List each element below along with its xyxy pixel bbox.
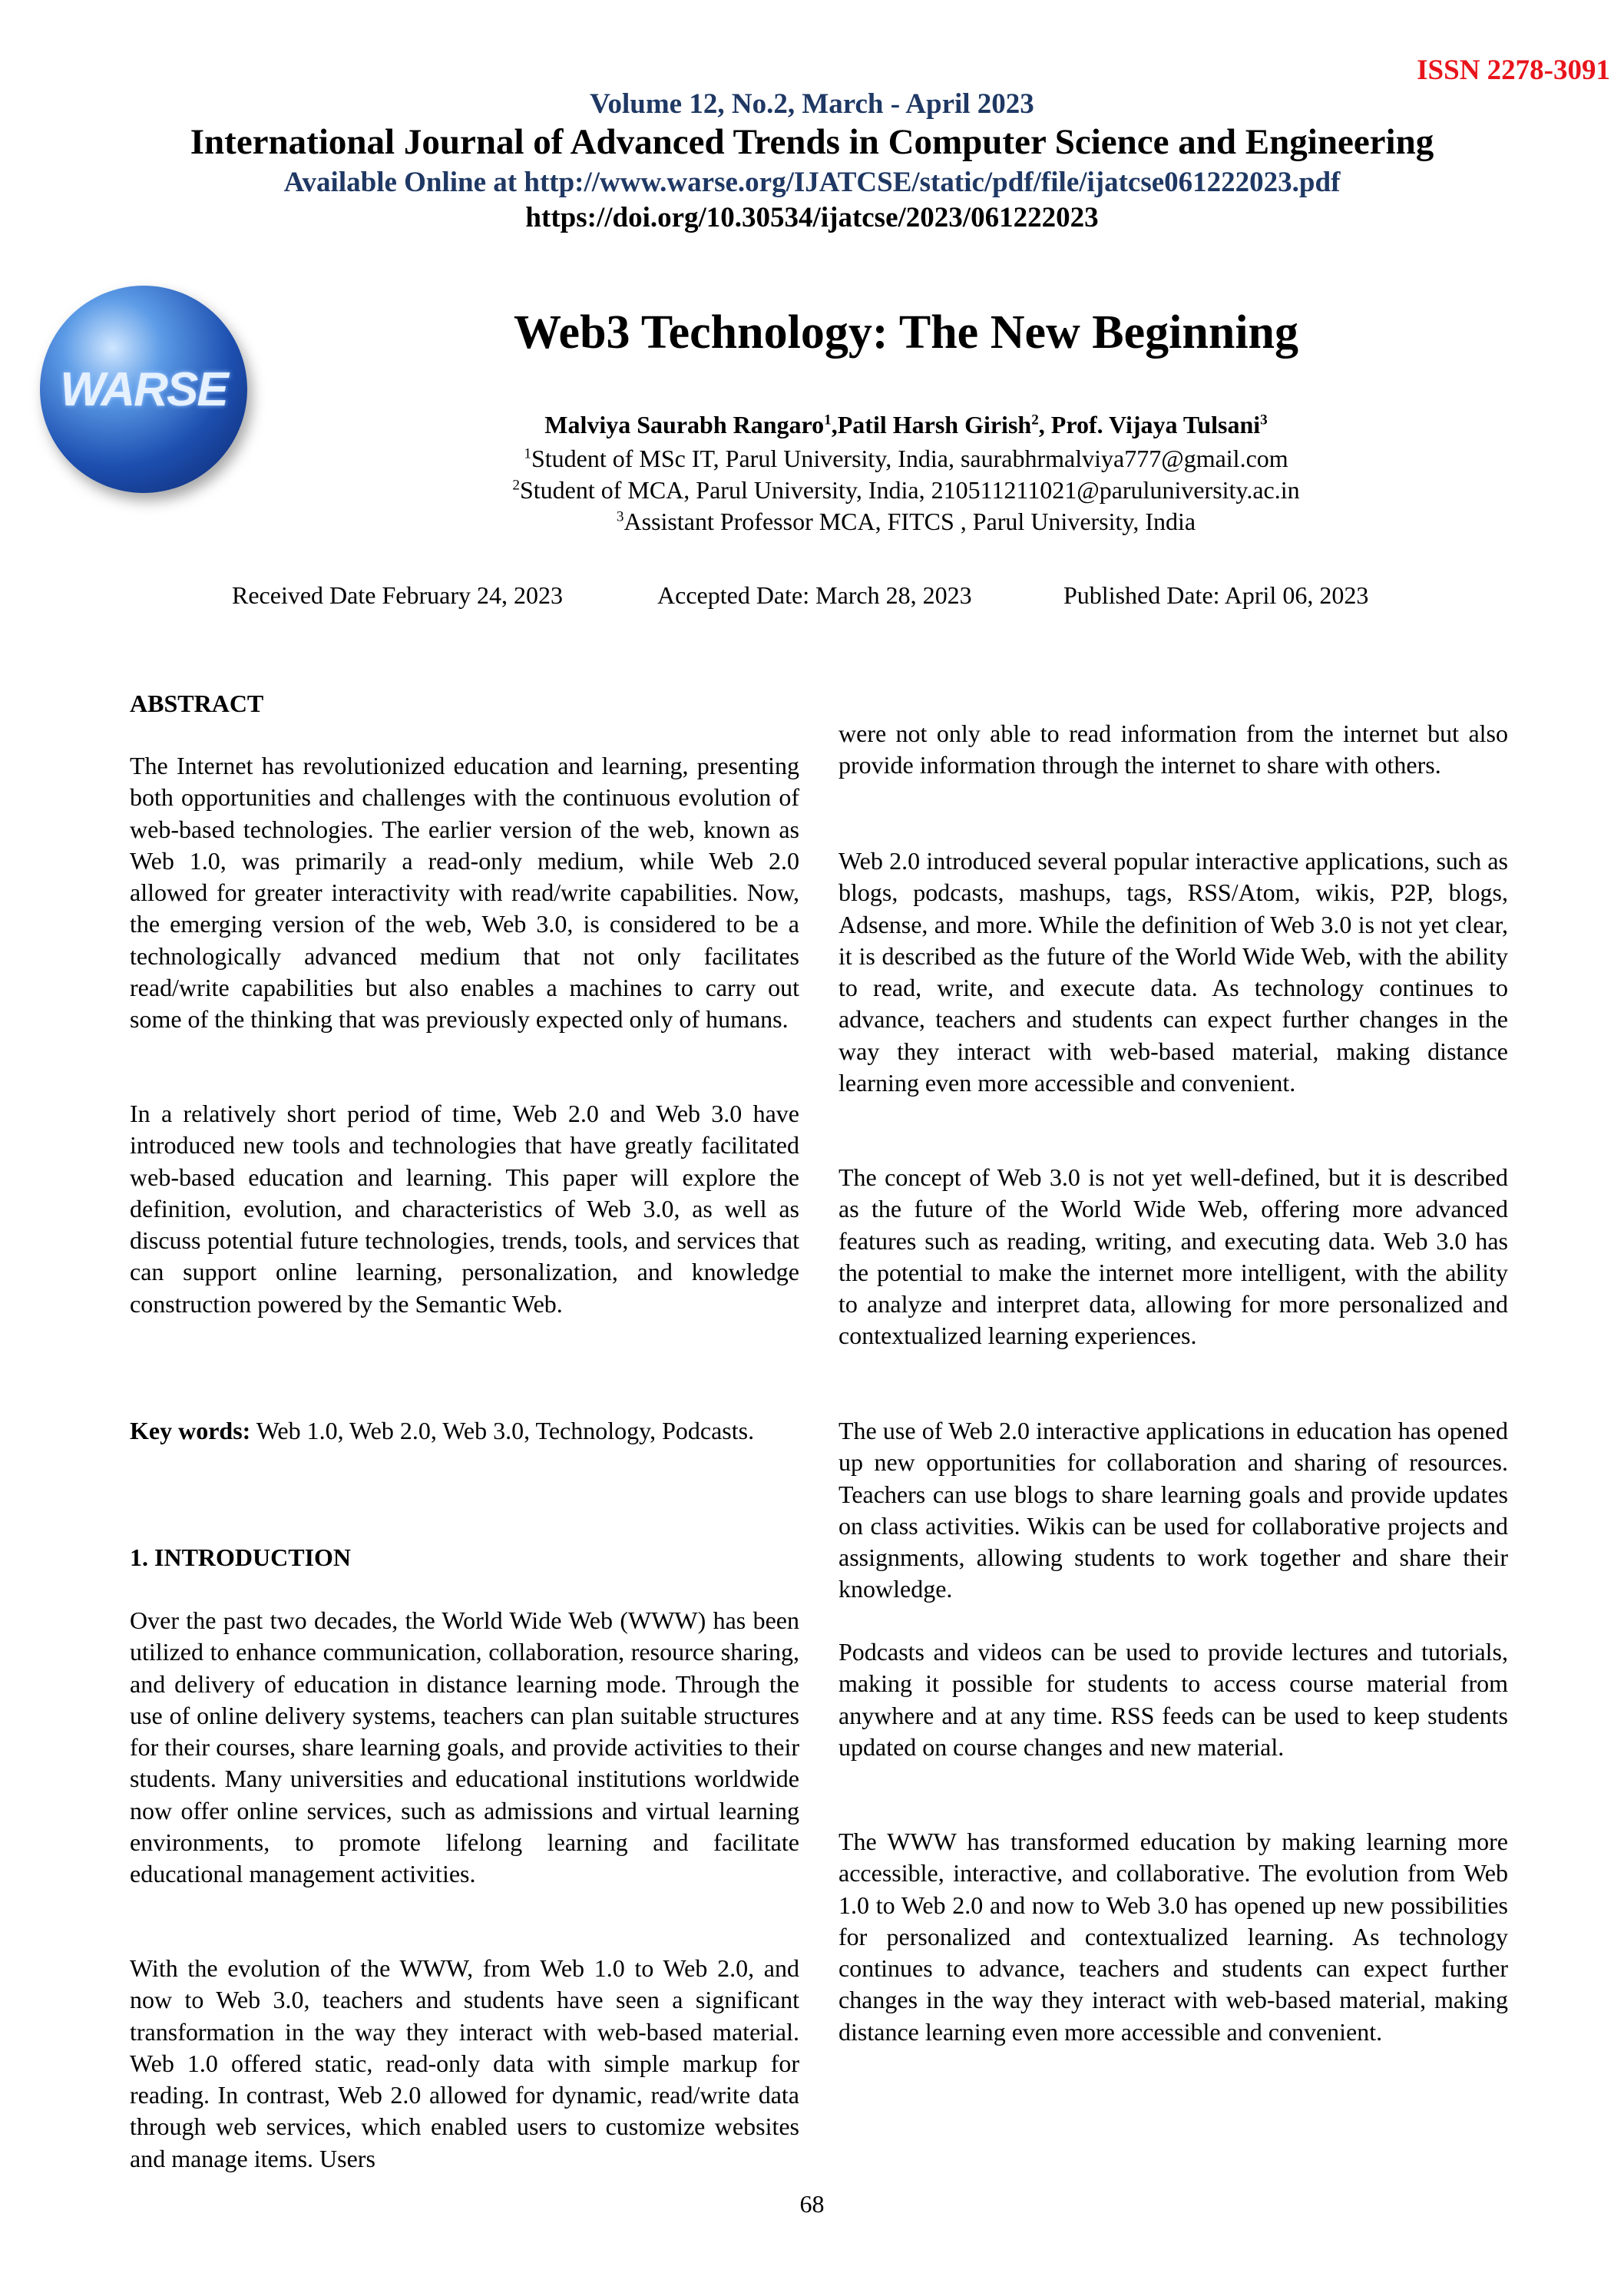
author-name: ,Patil Harsh Girish	[831, 411, 1032, 438]
aff-sup: 3	[616, 508, 624, 525]
doi-link[interactable]: https://doi.org/10.30534/ijatcse/2023/061222023	[525, 202, 1099, 233]
accepted-date: Accepted Date: March 28, 2023	[657, 581, 972, 609]
available-online-link[interactable]: Available Online at http://www.warse.org/IJATCSE/static/pdf/file/ijatcse061222023.pdf	[283, 167, 1341, 198]
body-paragraph: were not only able to read information from the internet but also provide information through the internet to share with others.	[838, 720, 1508, 779]
aff-sup: 1	[524, 445, 531, 462]
intro-paragraph: Over the past two decades, the World Wide Web (WWW) has been utilized to enhance communication, collaboration, resource sharing, and delivery of education in distance learning mode. Through the use of online delivery systems, teachers can plan suitable structures for their courses, share learning goals, and provide activities to their students. Many universities and educational institutions worldwide now offer online services, such as admissions and virtual learning environments, to promote lifelong learning and facilitate educational management activities.	[130, 1606, 799, 1888]
keywords-text: Web 1.0, Web 2.0, Web 3.0, Technology, Podcasts.	[250, 1417, 755, 1444]
body-paragraph: The concept of Web 3.0 is not yet well-defined, but it is described as the future of the World Wide Web, offering more advanced features such as reading, writing, and executing data. Web 3.0 has the potential to make the internet more intelligent, with the ability to analyze and interpret data, allowing for more personalized and contextualized learning experiences.	[838, 1163, 1508, 1350]
body-paragraph: The use of Web 2.0 interactive applications in education has opened up new opportunities for collaboration and sharing of resources. Teachers can use blogs to share learning goals and provide updates on class activities. Wikis can be used for collaborative projects and assignments, allowing students to work together and share their knowledge.	[838, 1417, 1508, 1603]
received-date: Received Date February 24, 2023	[232, 581, 563, 609]
logo-text: WARSE	[60, 363, 227, 416]
abstract-paragraph: The Internet has revolutionized education and learning, presenting both opportunities and challenges with the continuous evolution of web-based technologies. The earlier version of the web, known as Web 1.0, was primarily a read-only medium, while Web 2.0 allowed for greater interactivity with read/write capabilities. Now, the emerging version of the web, Web 3.0, is considered to be a technologically advanced medium that not only facilitates read/write capabilities but also enables a machines to carry out some of the thinking that was previously expected only of humans.	[130, 752, 799, 1034]
keywords-label: Key words:	[130, 1417, 251, 1444]
author-name: , Prof. Vijaya Tulsani	[1038, 411, 1261, 438]
body-paragraph: Podcasts and videos can be used to provide lectures and tutorials, making it possible for students to access course material from anywhere and at any time. RSS feeds can be used to keep students updated on course changes and new material.	[838, 1638, 1508, 1761]
author-sup: 1	[824, 412, 832, 428]
page-number: 68	[799, 2190, 825, 2218]
paper-title: Web3 Technology: The New Beginning	[513, 306, 1299, 359]
keywords	[130, 1415, 799, 1447]
published-date: Published Date: April 06, 2023	[1063, 581, 1369, 609]
body-paragraph: The WWW has transformed education by making learning more accessible, interactive, and collaborative. The evolution from Web 1.0 to Web 2.0 and now to Web 3.0 has opened up new possibilities for personalized and contextualized learning. As technology continues to advance, teachers and students can expect further changes in the way they interact with web-based material, making distance learning even more accessible and convenient.	[838, 1828, 1508, 2046]
aff-text: Assistant Professor MCA, FITCS , Parul University, India	[623, 508, 1196, 535]
journal-title: International Journal of Advanced Trends in Computer Science and Engineering	[190, 122, 1434, 162]
volume-info: Volume 12, No.2, March - April 2023	[590, 88, 1034, 120]
aff-sup: 2	[512, 477, 520, 494]
author-sup: 3	[1260, 412, 1268, 428]
abstract-heading: ABSTRACT	[130, 690, 264, 717]
introduction-heading: 1. INTRODUCTION	[130, 1543, 352, 1571]
author-list	[415, 411, 1397, 439]
body-paragraph: Web 2.0 introduced several popular interactive applications, such as blogs, podcasts, mashups, tags, RSS/Atom, wikis, P2P, blogs, Adsense, and more. While the definition of Web 3.0 is not yet clear, it is described as the future of the World Wide Web, with the ability to read, write, and execute data. As technology continues to advance, teachers and students can expect further changes in the way they interact with web-based material, making distance learning even more accessible and convenient.	[838, 847, 1508, 1097]
aff-text: Student of MSc IT, Parul University, India, saurabhrmalviya777@gmail.com	[531, 445, 1288, 472]
warse-logo	[40, 286, 247, 493]
affiliation	[415, 445, 1397, 473]
issn: ISSN 2278-3091	[1417, 55, 1610, 86]
affiliation	[415, 508, 1397, 536]
author-name: Malviya Saurabh Rangaro	[544, 411, 825, 438]
intro-paragraph: With the evolution of the WWW, from Web 1.0 to Web 2.0, and now to Web 3.0, teachers and students have seen a significant transformation in the way they interact with web-based material. Web 1.0 offered static, read-only data with simple markup for reading. In contrast, Web 2.0 allowed for dynamic, read/write data through web services, which enabled users to customize websites and manage items. Users	[130, 1954, 799, 2172]
aff-text: Student of MCA, Parul University, India, 210511211021@paruluniversity.ac.in	[519, 476, 1300, 504]
author-sup: 2	[1031, 412, 1039, 428]
affiliation	[415, 476, 1397, 505]
abstract-paragraph: In a relatively short period of time, Web 2.0 and Web 3.0 have introduced new tools and technologies that have greatly facilitated web-based education and learning. This paper will explore the definition, evolution, and characteristics of Web 3.0, as well as discuss potential future technologies, trends, tools, and services that can support online learning, personalization, and knowledge construction powered by the Semantic Web.	[130, 1100, 799, 1318]
